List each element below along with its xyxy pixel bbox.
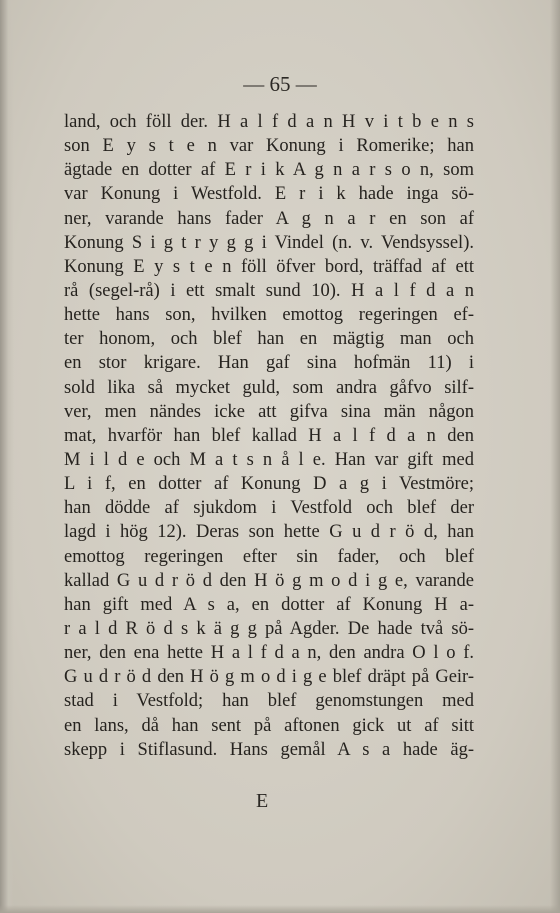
- page-right-edge: [550, 0, 560, 913]
- text-line: han gift med A s a, en dotter af Konung H a-: [64, 594, 474, 615]
- signature-mark: E: [256, 790, 269, 812]
- text-line: skepp i Stiflasund. Hans gemål A s a hade äg-: [64, 739, 474, 760]
- text-line: Konung E y s t e n föll öfver bord, träffad af ett: [64, 256, 474, 277]
- text-line: stad i Vestfold; han blef genomstungen med: [64, 691, 474, 712]
- text-line: han dödde af sjukdom i Vestfold och blef der: [64, 498, 474, 519]
- text-line: lagd i hög 12). Deras son hette G u d r ö d, han: [64, 522, 474, 543]
- text-line: son E y s t e n var Konung i Romerike; han: [64, 136, 474, 157]
- text-line: L i f, en dotter af Konung D a g i Vestmöre;: [64, 474, 474, 495]
- text-line: en lans, då han sent på aftonen gick ut af sitt: [64, 715, 474, 736]
- text-line: ver, men nändes icke att gifva sina män någon: [64, 401, 474, 422]
- text-line: ner, varande hans fader A g n a r en son af: [64, 208, 474, 229]
- text-line: Konung S i g t r y g g i Vindel (n. v. Vendsyssel).: [64, 232, 474, 253]
- text-line: ter honom, och blef han en mägtig man och: [64, 329, 474, 350]
- text-line: r a l d R ö d s k ä g g på Agder. De hade två sö-: [64, 618, 474, 639]
- text-line: sold lika så mycket guld, som andra gåfvo silf-: [64, 377, 474, 398]
- body-text: [64, 110, 474, 762]
- page-bottom-edge: [0, 905, 560, 913]
- text-line: kallad G u d r ö d den H ö g m o d i g e, varande: [64, 570, 474, 591]
- text-line: rå (segel-rå) i ett smalt sund 10). H a l f d a n: [64, 280, 474, 301]
- text-line: ner, den ena hette H a l f d a n, den andra O l o f.: [64, 643, 474, 664]
- text-line: var Konung i Westfold. E r i k hade inga sö-: [64, 184, 474, 205]
- text-line: en stor krigare. Han gaf sina hofmän 11) i: [64, 353, 474, 374]
- text-line: emottog regeringen efter sin fader, och blef: [64, 546, 474, 567]
- text-line: land, och föll der. H a l f d a n H v i t b e n s: [64, 112, 474, 132]
- text-line: G u d r ö d den H ö g m o d i g e blef dräpt på Geir-: [64, 667, 474, 688]
- text-line: hette hans son, hvilken emottog regeringen ef-: [64, 305, 474, 326]
- text-line: M i l d e och M a t s n å l e. Han var gift med: [64, 449, 474, 470]
- text-line: mat, hvarför han blef kallad H a l f d a n den: [64, 425, 474, 446]
- text-line: ägtade en dotter af E r i k A g n a r s o n, som: [64, 160, 474, 181]
- page-number: — 65 —: [243, 72, 317, 96]
- page-binding-shadow: [0, 0, 14, 913]
